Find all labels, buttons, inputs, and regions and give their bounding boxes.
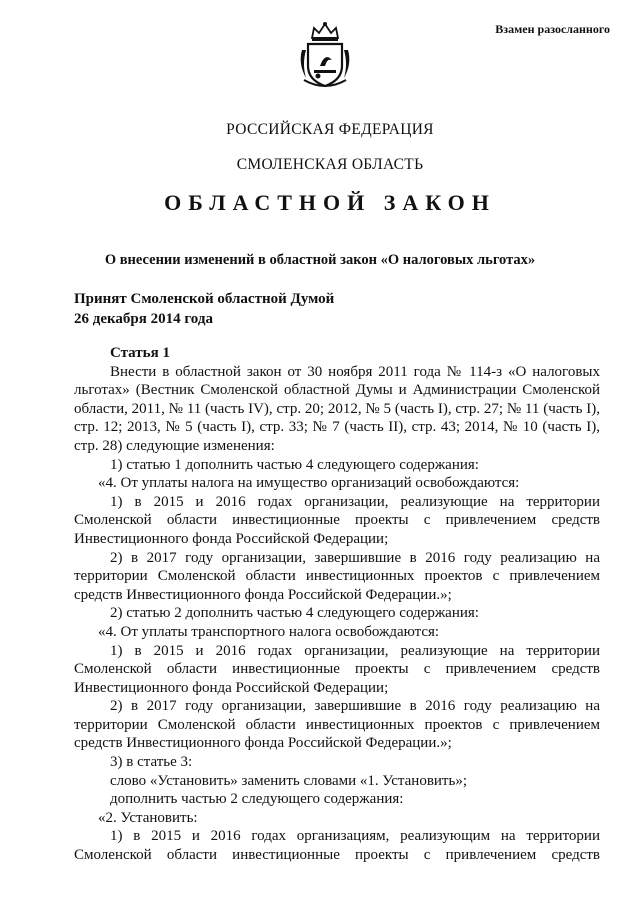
amendment-1-item-1: 1) в 2015 и 2016 годах организации, реализующие на территории Смоленской области инвестиционные проекты с привлечением средств Инвестиционного фонда Российской Федерации;	[74, 493, 600, 547]
amendment-3-replace: слово «Установить» заменить словами «1. Установить»;	[110, 772, 467, 789]
region-heading: СМОЛЕНСКАЯ ОБЛАСТЬ	[236, 156, 424, 173]
replacement-stamp: Взамен разосланного	[495, 22, 610, 36]
amendment-3-item-1: 1) в 2015 и 2016 годах организациям, реализующим на территории Смоленской области инвестиционные проекты с привлечением средств	[74, 828, 600, 864]
coat-of-arms-emblem	[296, 20, 354, 92]
amendment-3-text: «2. Установить:	[98, 809, 198, 826]
amendment-2-item-1: 1) в 2015 и 2016 годах организации, реализующие на территории Смоленской области инвестиционные проекты с привлечением средств Инвестиционного фонда Российской Федерации;	[74, 642, 600, 696]
article-title: Статья 1	[110, 345, 170, 361]
document-type-title: ОБЛАСТНОЙ ЗАКОН	[164, 190, 496, 215]
amendment-1-text: «4. От уплаты налога на имущество организаций освобождаются:	[98, 475, 520, 492]
amendment-1-item-2: 2) в 2017 году организации, завершившие в 2016 году реализацию на территории Смоленской области инвестиционных проектов с привлечением средств Инвестиционного фонда Российской Федерации.»;	[74, 549, 600, 603]
amendment-2-text: «4. От уплаты транспортного налога освобождаются:	[98, 623, 440, 640]
amendment-3-add: дополнить частью 2 следующего содержания:	[110, 791, 404, 808]
adoption-block	[74, 289, 334, 329]
country-heading: РОССИЙСКАЯ ФЕДЕРАЦИЯ	[226, 121, 434, 138]
adoption-date: 26 декабря 2014 года	[74, 311, 213, 327]
amendment-2: 2) статью 2 дополнить частью 4 следующего содержания:	[110, 605, 479, 622]
article-intro: Внести в областной закон от 30 ноября 2011 года № 114-з «О налоговых льготах» (Вестник Смоленской областной Думы и Администрации Смоленской области, 2011, № 11 (часть IV), стр. 20; 2012, № 5 (часть I), стр. 27; № 11 (часть I), стр. 12; 2013, № 5 (часть I), стр. 33; № 7 (часть II), стр. 43; 2014, № 10 (часть I), стр. 28) следующие изменения:	[74, 363, 600, 454]
amendment-2-item-2: 2) в 2017 году организации, завершившие в 2016 году реализацию на территории Смоленской области инвестиционных проектов с привлечением средств Инвестиционного фонда Российской Федерации.»;	[74, 698, 600, 752]
law-subject: О внесении изменений в областной закон «О налоговых льготах»	[104, 252, 536, 268]
amendment-1: 1) статью 1 дополнить частью 4 следующего содержания:	[110, 456, 479, 473]
article-body	[74, 344, 600, 865]
amendment-3: 3) в статье 3:	[110, 754, 193, 771]
adoption-body: Принят Смоленской областной Думой	[74, 291, 335, 307]
